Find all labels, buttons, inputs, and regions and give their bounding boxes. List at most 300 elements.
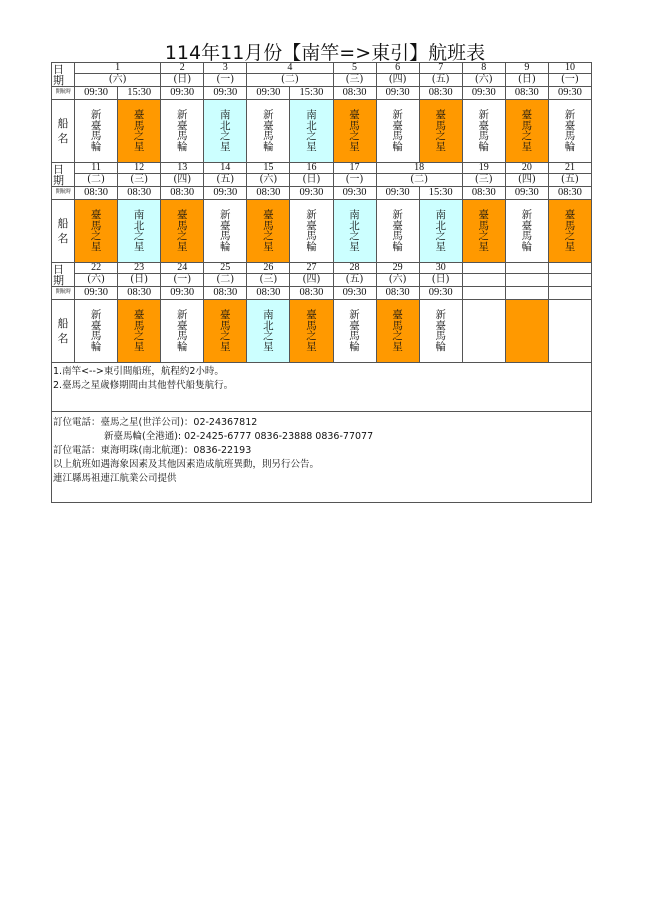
ship-name-char: 新	[392, 209, 403, 221]
ship-name-char: 馬	[435, 119, 446, 132]
ship-name-char: 南	[349, 209, 360, 221]
departure-time-row	[52, 187, 592, 200]
ship-name-char: 臺	[133, 109, 145, 121]
date-cell: 13	[161, 163, 204, 174]
notes-row	[52, 363, 592, 412]
ship-name-char: 輪	[263, 140, 274, 153]
ship-name-char: 之	[263, 330, 274, 342]
date-cell: 26	[247, 263, 290, 274]
departure-time-cell: 09:30	[290, 187, 333, 200]
ship-cell	[462, 200, 505, 263]
ship-label-char: 船	[57, 117, 69, 130]
ship-name-char: 馬	[392, 230, 403, 242]
ship-name-char: 馬	[349, 330, 360, 342]
ship-name-char: 臺	[564, 209, 576, 221]
departure-time-row	[52, 87, 592, 100]
ship-name-char: 星	[435, 240, 446, 253]
date-cell: 6	[376, 63, 419, 74]
weekday-cell: (一)	[333, 174, 376, 187]
ship-name-char: 馬	[349, 119, 360, 132]
weekday-cell: (二)	[204, 274, 247, 287]
ship-name-char: 之	[263, 230, 274, 242]
ship-name-char: 馬	[220, 230, 231, 242]
ship-name-char: 臺	[176, 209, 188, 221]
weekday-cell: (三)	[247, 274, 290, 287]
ship-cell	[204, 100, 247, 163]
weekday-cell: (三)	[118, 174, 161, 187]
weekday-cell: (五)	[419, 74, 462, 87]
departure-time-cell: 09:30	[161, 87, 204, 100]
departure-time-cell	[505, 287, 548, 300]
ship-name-label	[52, 100, 75, 163]
departure-time-cell: 08:30	[75, 187, 118, 200]
ship-name-char: 星	[220, 340, 231, 353]
date-cell: 11	[75, 163, 118, 174]
ship-name-char: 臺	[349, 109, 360, 121]
departure-time-cell: 09:30	[462, 87, 505, 100]
ship-name-char: 臺	[263, 209, 274, 221]
ship-name-char: 馬	[564, 219, 576, 232]
ship-name-char: 新	[90, 309, 102, 321]
ship-name-char: 臺	[90, 209, 102, 221]
ship-name-char: 臺	[392, 219, 403, 232]
ship-name-char: 新	[176, 109, 188, 121]
departure-time-cell: 08:30	[247, 187, 290, 200]
date-cell: 25	[204, 263, 247, 274]
departure-time-label: 開航時	[52, 287, 75, 300]
ship-cell	[290, 100, 333, 163]
ship-cell	[548, 300, 591, 363]
ship-name-char: 新	[435, 309, 446, 321]
date-cell: 24	[161, 263, 204, 274]
date-cell: 23	[118, 263, 161, 274]
weekday-row	[52, 74, 592, 87]
weekday-cell: (六)	[376, 274, 419, 287]
ship-name-char: 輪	[90, 340, 102, 353]
date-row	[52, 163, 592, 174]
ship-cell	[118, 100, 161, 163]
ship-cell	[376, 200, 419, 263]
ship-cell	[505, 100, 548, 163]
ship-name-char: 之	[90, 230, 102, 242]
ship-name-char: 臺	[349, 319, 360, 332]
ship-cell	[548, 100, 591, 163]
date-cell: 30	[419, 263, 462, 274]
date-cell: 19	[462, 163, 505, 174]
weekday-cell: (四)	[376, 74, 419, 87]
ship-name-char: 星	[220, 140, 231, 153]
departure-time-cell: 09:30	[333, 287, 376, 300]
weekday-cell: (六)	[247, 174, 290, 187]
ship-name-char: 之	[521, 130, 533, 142]
ship-name-char: 之	[564, 230, 576, 242]
contact-line: 連江縣馬祖連江航業公司提供	[53, 473, 177, 484]
ship-name-char: 北	[306, 119, 317, 132]
ship-name-char: 之	[435, 130, 446, 142]
weekday-row	[52, 174, 592, 187]
departure-time-cell: 09:30	[161, 287, 204, 300]
ship-cell	[161, 300, 204, 363]
ship-cell	[548, 200, 591, 263]
ship-name-char: 臺	[564, 119, 576, 132]
departure-time-cell: 09:30	[376, 87, 419, 100]
ship-name-char: 星	[392, 340, 403, 353]
ship-name-char: 北	[435, 219, 446, 232]
weekday-cell: (四)	[290, 274, 333, 287]
ship-name-char: 輪	[349, 340, 360, 353]
ship-name-char: 南	[435, 209, 446, 221]
weekday-cell: (三)	[333, 74, 376, 87]
ship-name-char: 星	[90, 240, 102, 253]
ship-name-char: 輪	[392, 140, 403, 153]
ship-cell	[505, 200, 548, 263]
ship-name-char: 星	[564, 240, 576, 253]
ship-name-char: 新	[521, 209, 533, 221]
weekday-cell	[462, 274, 505, 287]
weekday-cell: (二)	[75, 174, 118, 187]
ship-name-char: 之	[392, 330, 403, 342]
date-cell	[548, 263, 591, 274]
date-label: 日期	[52, 263, 75, 287]
ship-name-char: 臺	[306, 219, 317, 232]
ship-name-char: 馬	[392, 319, 403, 332]
ship-name-char: 北	[263, 319, 274, 332]
ship-name-char: 臺	[90, 119, 102, 132]
date-row	[52, 263, 592, 274]
ship-name-char: 新	[90, 109, 102, 121]
weekday-cell: (日)	[118, 274, 161, 287]
departure-time-label: 開航時	[52, 187, 75, 200]
departure-time-cell: 09:30	[204, 187, 247, 200]
date-cell: 1	[75, 63, 161, 74]
date-label: 日期	[52, 163, 75, 187]
ship-name-char: 馬	[306, 230, 317, 242]
date-label: 日期	[52, 63, 75, 87]
weekday-cell: (日)	[161, 74, 204, 87]
departure-time-cell: 08:30	[161, 187, 204, 200]
date-cell: 2	[161, 63, 204, 74]
ship-cell	[290, 200, 333, 263]
ship-cell	[462, 100, 505, 163]
departure-time-label: 開航時	[52, 87, 75, 100]
ship-name-char: 馬	[90, 330, 102, 342]
ship-name-char: 臺	[263, 119, 274, 132]
departure-time-cell	[548, 287, 591, 300]
departure-time-cell: 08:30	[548, 187, 591, 200]
ship-name-char: 馬	[478, 219, 490, 232]
ship-cell	[290, 300, 333, 363]
date-cell: 20	[505, 163, 548, 174]
ship-name-char: 星	[306, 140, 317, 153]
ship-name-char: 之	[478, 230, 490, 242]
ship-name-char: 馬	[176, 330, 188, 342]
ship-name-char: 輪	[176, 340, 188, 353]
ship-name-char: 新	[220, 209, 231, 221]
date-cell: 29	[376, 263, 419, 274]
date-cell: 7	[419, 63, 462, 74]
departure-time-cell: 08:30	[118, 287, 161, 300]
ship-name-char: 之	[176, 230, 188, 242]
departure-time-cell: 09:30	[75, 87, 118, 100]
ship-cell	[333, 300, 376, 363]
ship-name-char: 臺	[521, 219, 533, 232]
ship-name-char: 之	[306, 130, 317, 142]
ship-name-char: 輪	[90, 140, 102, 153]
contact-line: 以上航班如遇海象因素及其他因素造成航班異動，則另行公告。	[53, 459, 320, 470]
ship-name-label	[52, 200, 75, 263]
weekday-cell: (六)	[75, 74, 161, 87]
ship-cell	[247, 200, 290, 263]
ship-cell	[419, 200, 462, 263]
ship-name-char: 馬	[435, 330, 446, 342]
ship-cell	[161, 100, 204, 163]
ship-name-char: 臺	[521, 109, 533, 121]
date-cell: 27	[290, 263, 333, 274]
departure-time-cell: 09:30	[505, 187, 548, 200]
date-cell	[505, 263, 548, 274]
weekday-cell	[548, 274, 591, 287]
departure-time-cell: 09:30	[419, 287, 462, 300]
ship-name-char: 南	[306, 109, 317, 121]
ship-label-char: 船	[57, 217, 69, 230]
date-cell: 8	[462, 63, 505, 74]
ship-name-char: 星	[349, 140, 360, 153]
ship-name-char: 輪	[176, 140, 188, 153]
ship-name-char: 之	[435, 230, 446, 242]
date-cell: 21	[548, 163, 591, 174]
departure-time-cell: 15:30	[290, 87, 333, 100]
ship-name-char: 北	[349, 219, 360, 232]
departure-time-cell: 08:30	[419, 87, 462, 100]
ship-name-char: 星	[133, 140, 145, 153]
ship-name-char: 馬	[176, 219, 188, 232]
ship-name-char: 馬	[133, 319, 145, 332]
date-cell: 3	[204, 63, 247, 74]
departure-time-cell: 09:30	[247, 87, 290, 100]
ship-cell	[376, 300, 419, 363]
notes-cell	[52, 363, 592, 412]
weekday-row	[52, 274, 592, 287]
weekday-cell: (二)	[247, 74, 333, 87]
ship-name-char: 之	[133, 230, 145, 242]
departure-time-cell: 15:30	[419, 187, 462, 200]
ship-name-char: 星	[133, 340, 145, 353]
departure-time-cell: 09:30	[75, 287, 118, 300]
ship-name-char: 馬	[564, 130, 576, 142]
departure-time-cell: 09:30	[376, 187, 419, 200]
ship-name-char: 馬	[263, 130, 274, 142]
ship-cell	[419, 300, 462, 363]
ship-name-char: 馬	[90, 219, 102, 232]
ship-cell	[505, 300, 548, 363]
weekday-cell: (日)	[290, 174, 333, 187]
departure-time-cell: 08:30	[204, 287, 247, 300]
ship-name-char: 星	[478, 240, 490, 253]
ship-name-char: 臺	[478, 119, 490, 132]
ship-name-char: 臺	[392, 309, 403, 321]
ship-name-char: 新	[478, 109, 490, 121]
date-cell: 22	[75, 263, 118, 274]
weekday-cell: (六)	[75, 274, 118, 287]
ship-name-char: 星	[349, 240, 360, 253]
departure-time-cell: 09:30	[204, 87, 247, 100]
ship-name-char: 馬	[521, 119, 533, 132]
ship-name-char: 臺	[435, 319, 446, 332]
ship-name-char: 臺	[133, 309, 145, 321]
ship-cell	[204, 300, 247, 363]
weekday-cell: (一)	[161, 274, 204, 287]
ship-name-char: 馬	[176, 130, 188, 142]
departure-time-cell	[462, 287, 505, 300]
date-cell: 12	[118, 163, 161, 174]
schedule-table	[51, 62, 592, 503]
ship-name-char: 星	[263, 340, 274, 353]
ship-name-char: 新	[176, 309, 188, 321]
date-cell: 14	[204, 163, 247, 174]
ship-name-char: 北	[220, 119, 231, 132]
departure-time-cell: 08:30	[333, 87, 376, 100]
ship-label-char: 名	[57, 132, 69, 145]
ship-name-char: 臺	[392, 119, 403, 132]
ship-name-char: 臺	[306, 309, 317, 321]
ship-label-char: 船	[57, 317, 69, 330]
ship-name-char: 馬	[392, 130, 403, 142]
weekday-cell: (二)	[376, 174, 462, 187]
ship-name-char: 星	[133, 240, 145, 253]
ship-cell	[75, 100, 118, 163]
departure-time-cell: 08:30	[118, 187, 161, 200]
date-cell: 10	[548, 63, 591, 74]
departure-time-cell: 08:30	[290, 287, 333, 300]
ship-name-char: 臺	[220, 309, 231, 321]
ship-name-char: 新	[392, 109, 403, 121]
departure-time-cell: 08:30	[376, 287, 419, 300]
date-cell: 5	[333, 63, 376, 74]
ship-name-char: 之	[306, 330, 317, 342]
ship-name-char: 星	[435, 140, 446, 153]
ship-name-char: 之	[349, 130, 360, 142]
weekday-cell: (日)	[419, 274, 462, 287]
departure-time-cell: 08:30	[462, 187, 505, 200]
departure-time-cell: 08:30	[247, 287, 290, 300]
ship-name-char: 馬	[133, 119, 145, 132]
ship-name-char: 輪	[306, 240, 317, 253]
ship-cell	[419, 100, 462, 163]
ship-name-char: 臺	[435, 109, 446, 121]
ship-name-char: 輪	[392, 240, 403, 253]
ship-cell	[75, 200, 118, 263]
ship-name-char: 星	[306, 340, 317, 353]
ship-name-char: 之	[220, 330, 231, 342]
ship-name-char: 輪	[478, 140, 490, 153]
ship-cell	[462, 300, 505, 363]
weekday-cell: (三)	[462, 174, 505, 187]
ship-cell	[161, 200, 204, 263]
ship-name-char: 之	[133, 130, 145, 142]
ship-name-char: 輪	[521, 240, 533, 253]
contacts-row	[52, 412, 592, 503]
ship-name-char: 之	[133, 330, 145, 342]
ship-name-char: 馬	[263, 219, 274, 232]
ship-name-char: 新	[263, 109, 274, 121]
ship-name-char: 南	[133, 209, 145, 221]
ship-name-char: 臺	[176, 119, 188, 132]
date-row	[52, 63, 592, 74]
weekday-cell: (五)	[204, 174, 247, 187]
note-line: 1.南竿<-->東引間船班，航程約2小時。	[53, 366, 224, 377]
weekday-cell	[505, 274, 548, 287]
ship-name-char: 馬	[478, 130, 490, 142]
note-line: 2.臺馬之星歲修期間由其他替代船隻航行。	[53, 380, 234, 391]
contact-line: 新臺馬輪(全港通): 02-2425-6777 0836-23888 0836-77077	[104, 431, 374, 442]
ship-cell	[333, 100, 376, 163]
ship-name-char: 星	[263, 240, 274, 253]
ship-cell	[75, 300, 118, 363]
contact-line: 訂位電話：東海明珠(南北航運)：0836-22193	[53, 445, 252, 456]
weekday-cell: (四)	[161, 174, 204, 187]
ship-name-char: 馬	[220, 319, 231, 332]
date-cell	[462, 263, 505, 274]
ship-name-char: 馬	[90, 130, 102, 142]
ship-cell	[118, 200, 161, 263]
contact-line: 訂位電話：臺馬之星(世洋公司)：02-24367812	[53, 417, 258, 428]
date-cell: 28	[333, 263, 376, 274]
weekday-cell: (四)	[505, 174, 548, 187]
ship-cell	[247, 100, 290, 163]
ship-cell	[333, 200, 376, 263]
departure-time-cell: 09:30	[333, 187, 376, 200]
departure-time-cell: 15:30	[118, 87, 161, 100]
ship-row	[52, 200, 592, 263]
date-cell: 16	[290, 163, 333, 174]
ship-name-char: 輪	[564, 140, 576, 153]
weekday-cell: (五)	[548, 174, 591, 187]
weekday-cell: (一)	[548, 74, 591, 87]
date-cell: 18	[376, 163, 462, 174]
ship-cell	[118, 300, 161, 363]
ship-row	[52, 100, 592, 163]
ship-label-char: 名	[57, 332, 69, 345]
weekday-cell: (六)	[462, 74, 505, 87]
date-cell: 15	[247, 163, 290, 174]
contacts-cell	[52, 412, 592, 503]
ship-name-char: 南	[220, 109, 231, 121]
ship-cell	[376, 100, 419, 163]
ship-name-char: 新	[306, 209, 317, 221]
ship-name-label	[52, 300, 75, 363]
departure-time-cell: 09:30	[548, 87, 591, 100]
weekday-cell: (日)	[505, 74, 548, 87]
ship-name-char: 馬	[521, 230, 533, 242]
ship-name-char: 之	[220, 130, 231, 142]
ship-name-char: 馬	[306, 319, 317, 332]
ship-name-char: 新	[564, 109, 576, 121]
weekday-cell: (五)	[333, 274, 376, 287]
ship-name-char: 新	[349, 309, 360, 321]
ship-label-char: 名	[57, 232, 69, 245]
page-title: 114年11月份【南竿=>東引】航班表	[164, 42, 486, 64]
ship-name-char: 北	[133, 219, 145, 232]
ship-name-char: 臺	[220, 219, 231, 232]
ship-name-char: 臺	[90, 319, 102, 332]
ship-cell	[247, 300, 290, 363]
ship-name-char: 星	[521, 140, 533, 153]
ship-name-char: 南	[263, 309, 274, 321]
ship-row	[52, 300, 592, 363]
weekday-cell: (一)	[204, 74, 247, 87]
ship-name-char: 臺	[478, 209, 490, 221]
date-cell: 9	[505, 63, 548, 74]
